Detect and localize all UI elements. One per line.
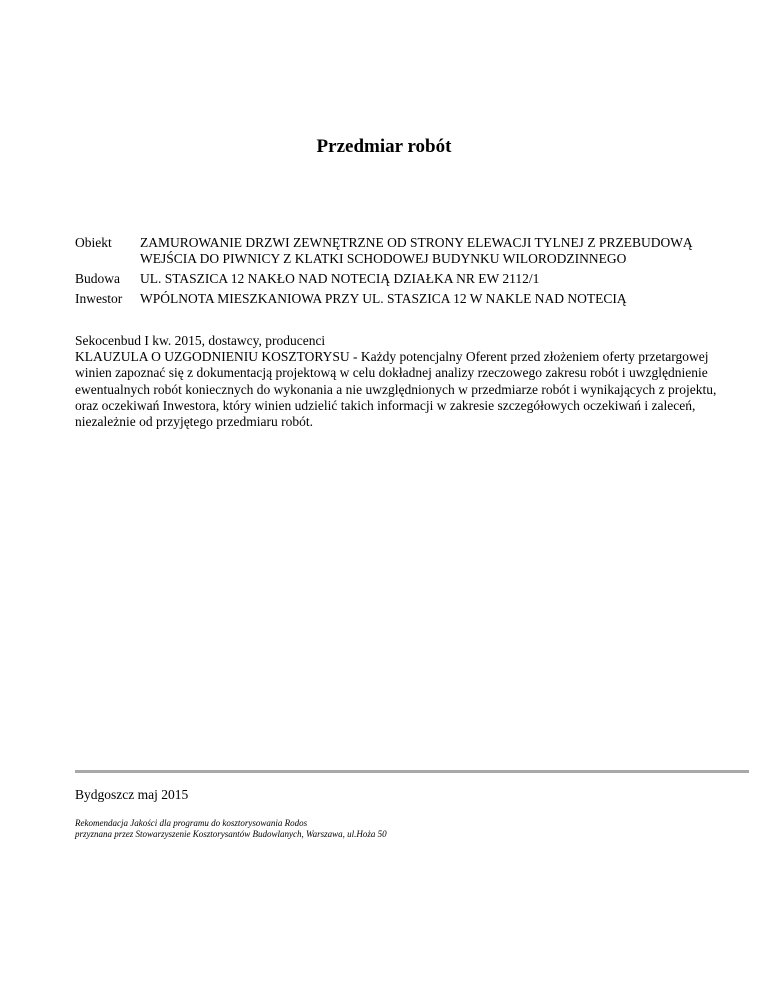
project-info-table (75, 235, 735, 311)
software-footnote (75, 818, 387, 840)
price-source: Sekocenbud I kw. 2015, dostawcy, producenci (75, 333, 326, 348)
info-value-line: WPÓLNOTA MIESZKANIOWA PRZY UL. STASZICA 12 W NAKLE NAD NOTECIĄ (140, 291, 627, 306)
info-row-obiekt (75, 235, 735, 271)
info-value (140, 235, 735, 271)
info-value-line: UL. STASZICA 12 NAKŁO NAD NOTECIĄ DZIAŁKA NR EW 2112/1 (140, 271, 540, 286)
info-value (140, 271, 735, 291)
footnote-line: Rekomendacja Jakości dla programu do kosztorysowania Rodos (75, 818, 308, 828)
info-label: Inwestor (75, 291, 123, 306)
cost-estimate-clause: KLAUZULA O UZGODNIENIU KOSZTORYSU - Każdy potencjalny Oferent przed złożeniem oferty przetargowej winien zapoznać się z dokumentacją projektową w celu dokładnej analizy rzeczowego zakresu robót i uwzględnienie ewentualnych robót koniecznych do wykonania a nie uwzględnionych w przedmiarze robót i wynikających z projektu, oraz oczekiwań Inwestora, który winien udzielić takich informacji w zakresie szczegółowych oczekiwań i zaleceń, niezależnie od przyjętego przedmiaru robót. (75, 349, 717, 430)
place-date: Bydgoszcz maj 2015 (75, 787, 189, 802)
page-title: Przedmiar robót (316, 136, 452, 157)
info-label: Obiekt (75, 235, 112, 250)
info-value-line: ZAMUROWANIE DRZWI ZEWNĘTRZNE OD STRONY ELEWACJI TYLNEJ Z PRZEBUDOWĄ (140, 235, 693, 250)
footnote-line: przyznana przez Stowarzyszenie Kosztorysantów Budowlanych, Warszawa, ul.Hoża 50 (75, 829, 387, 839)
info-value-line: WEJŚCIA DO PIWNICY Z KLATKI SCHODOWEJ BUDYNKU WILORODZINNEGO (140, 251, 627, 266)
info-value (140, 291, 735, 311)
info-label: Budowa (75, 271, 120, 286)
info-row-budowa (75, 271, 735, 291)
info-row-inwestor (75, 291, 735, 311)
divider (75, 770, 749, 773)
